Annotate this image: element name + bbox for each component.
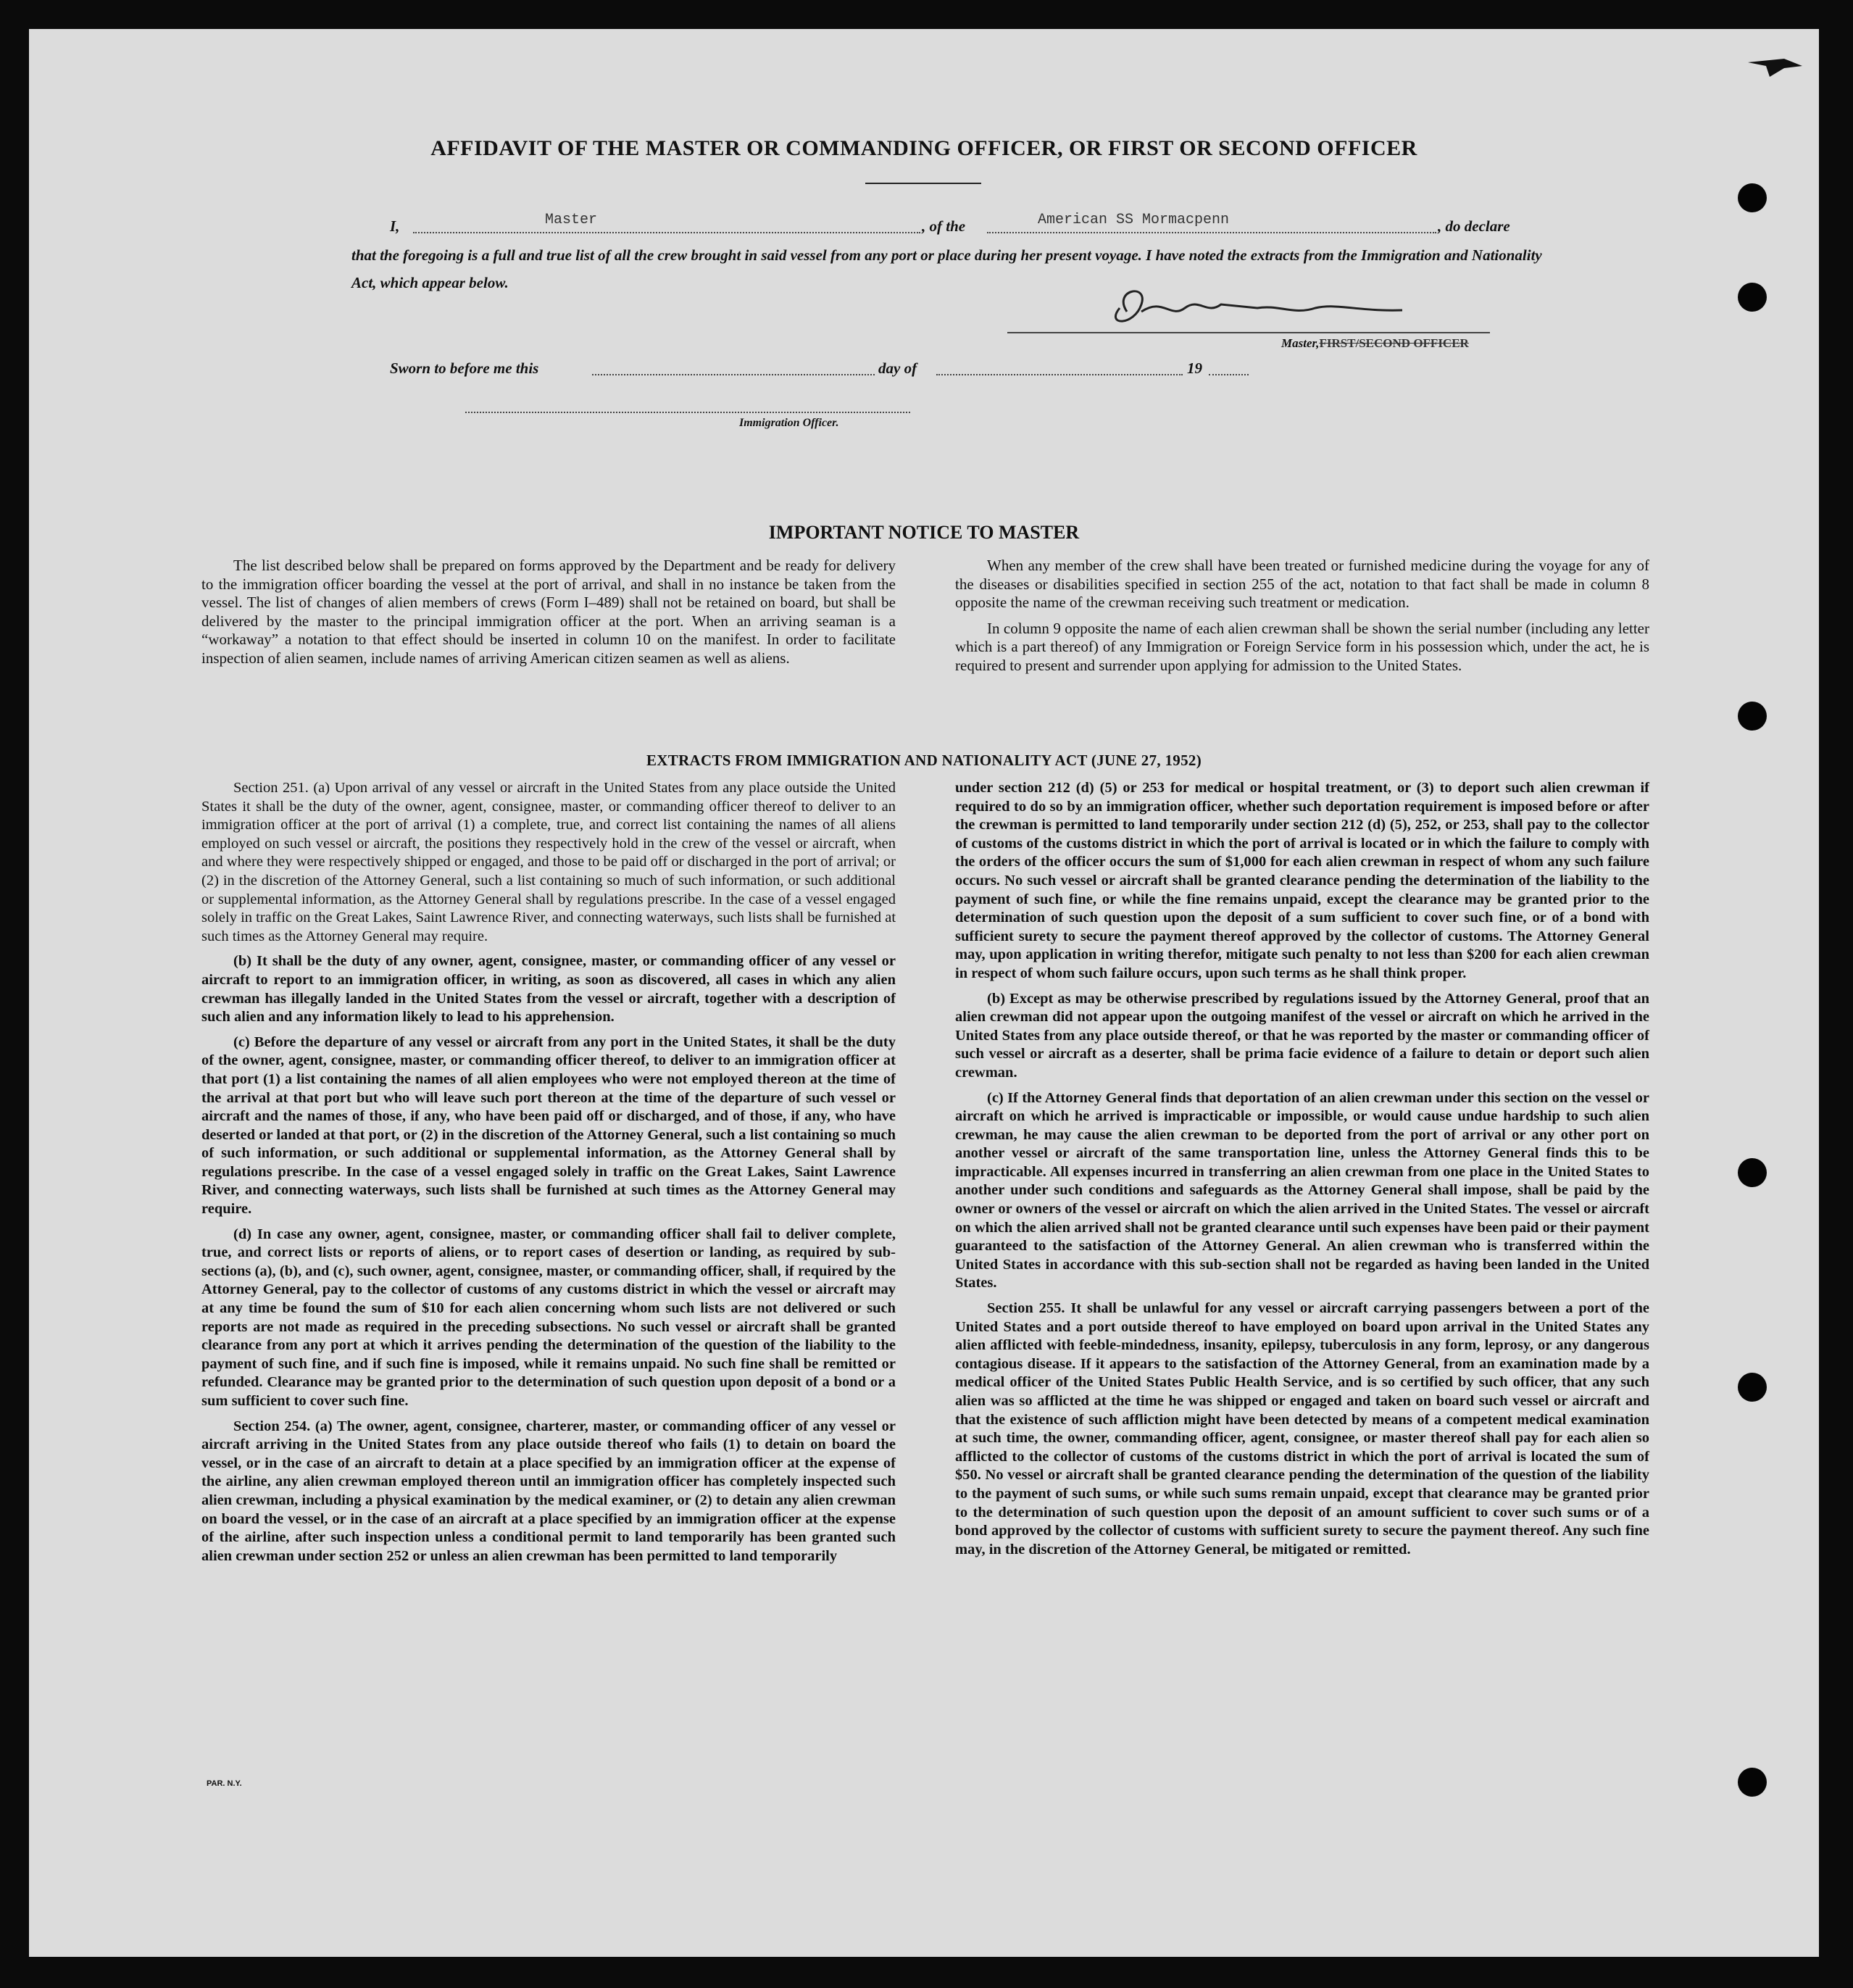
signature-caption-struck: FIRST/SECOND OFFICER: [1319, 336, 1469, 350]
extracts-right-column: [955, 779, 1649, 1565]
punch-hole: [1738, 1158, 1767, 1187]
sworn-label: Sworn to before me this: [390, 359, 539, 377]
punch-hole: [1738, 183, 1767, 212]
punch-hole: [1738, 1768, 1767, 1797]
of-the-label: , of the: [922, 217, 966, 235]
sworn-date-field[interactable]: [592, 374, 875, 375]
punch-hole: [1738, 702, 1767, 731]
master-name-field[interactable]: [413, 232, 920, 233]
document-page: [29, 29, 1819, 1957]
sworn-month-field[interactable]: [936, 374, 1183, 375]
section-255: Section 255. It shall be unlawful for any vessel or aircraft carrying passengers between a port of the United States and a port outside thereof to have employed on board upon arrival in the United States any alien afflicted with feeble-mindedness, insanity, epilepsy, tuberculosis in any form, leprosy, or any dangerous contagious disease. If it appears to the satisfaction of the Attorney General, from an examination made by a medical officer of the United States Public Health Service, and is so certified by such officer, that any such alien was so afflicted at the time he was shipped or engaged and taken on board such vessel or aircraft and that the existence of such affliction might have been detected by means of a competent medical examination at such time, the owner, commanding officer, agent, consignee, or master thereof shall pay for each alien so afflicted to the collector of customs of the customs district in which the port of arrival is located the sum of $50. No vessel or aircraft shall be granted clearance pending the determination of the question of the liability to the payment of such sums, or while such sums remain unpaid, except that clearance may be granted prior to the determination of such question upon the deposit of an amount sufficient to cover such sums or of a bond approved by the collector of customs with sufficient surety to secure the payment thereof. Any such fine may, in the discretion of the Attorney General, be mitigated or remitted.: [955, 1300, 1649, 1557]
vessel-name-field[interactable]: [987, 232, 1436, 233]
section-251d: (d) In case any owner, agent, consignee, master, or commanding officer shall fail to deliver complete, true, and correct lists or reports of aliens, or to report cases of desertion or landing, as required by sub-sections (a), (b), and (c), such owner, agent, consignee, master, or commanding officer, shall, if required by the Attorney General, pay to the collector of customs of any customs district in which the vessel or aircraft may at any time be found the sum of $10 for each alien concerning whom such lists are not delivered or such reports are not made as required in the preceding subsections. No such vessel or aircraft shall be granted clearance from any port at which it arrives pending the determination of the question of the liability to the payment of such fine, and if such fine is imposed, while it remains unpaid. No such fine shall be remitted or refunded. Clearance may be granted prior to the determination of such question upon deposit of a bond or a sum sufficient to cover such fine.: [201, 1226, 896, 1409]
affidavit-title: AFFIDAVIT OF THE MASTER OR COMMANDING OFFICER, OR FIRST OR SECOND OFFICER: [430, 136, 1417, 160]
notice-right-paragraph-1: When any member of the crew shall have been treated or furnished medicine during the voyage for any of the diseases or disabilities specified in section 255 of the act, notation to that fact shall be made in column 8 opposite the name of the crewman receiving such treatment or medication.: [955, 557, 1649, 611]
sworn-year-field[interactable]: [1209, 374, 1249, 375]
signature-caption-master: Master,: [1281, 336, 1320, 350]
master-typed-value: Master: [545, 212, 598, 228]
do-declare-label: , do declare: [1438, 217, 1510, 235]
printer-code: PAR. N.Y.: [207, 1779, 242, 1788]
extracts-title: EXTRACTS FROM IMMIGRATION AND NATIONALITY ACT (JUNE 27, 1952): [646, 752, 1202, 769]
vessel-typed-value: American SS Mormacpenn: [1038, 212, 1230, 228]
year-label: 19: [1187, 359, 1202, 377]
section-251c: (c) Before the departure of any vessel or aircraft from any port in the United States, it shall be the duty of the owner, agent, consignee, master, or commanding officer thereof, to deliver to an immigration officer at that port (1) a list containing the names of all alien employees who were not employed thereon at the time of the arrival at that port but who will leave such port thereon at the time of the departure of such vessel or aircraft and the names of those, if any, who have been paid off or discharged, and of those, if any, who have deserted or landed at that port, or (2) in the discretion of the Attorney General, such a list containing so much of such information, or such additional or supplemental information, as the Attorney General shall by regulations prescribe. In the case of a vessel engaged solely in traffic on the Great Lakes, Saint Lawrence River, and connecting waterways, such lists shall be furnished at such times as the Attorney General may require.: [201, 1033, 896, 1218]
section-254a: Section 254. (a) The owner, agent, consignee, charterer, master, or commanding officer of any vessel or aircraft arriving in the United States from any place outside thereof who fails (1) to detain on board the vessel, or in the case of an aircraft to detain at a place specified by an immigration officer at the expense of the airline, any alien crewman employed thereon until an immigration officer has completely inspected such alien crewman, including a physical examination by the medical examiner, or (2) to detain any alien crewman on board the vessel, or in the case of an aircraft at a place specified by an immigration officer at the expense of the airline, after such inspection unless a conditional permit to land temporarily has been granted such alien crewman under section 252 or unless an alien crewman has been permitted to land temporarily: [201, 1418, 896, 1564]
section-251a: Section 251. (a) Upon arrival of any vessel or aircraft in the United States from any place outside the United States it shall be the duty of the owner, agent, consignee, master, or commanding officer thereof to deliver to an immigration officer at the port of arrival (1) a complete, true, and correct list containing the names of all aliens employed on such vessel or aircraft, the positions they respectively hold in the crew of the vessel or aircraft, when and where they were respectively shipped or engaged, and those to be paid off or discharged in the port of arrival; or (2) in the discretion of the Attorney General, such a list containing so much of such information, or such additional or supplemental information, as the Attorney General shall by regulations prescribe. In the case of a vessel engaged solely in traffic on the Great Lakes, Saint Lawrence River, and connecting waterways, such lists shall be furnished at such times as the Attorney General may require.: [201, 780, 896, 944]
declaration-text: that the foregoing is a full and true list of all the crew brought in said vessel from any port or place during her present voyage. I have noted the extracts from the Immigration and Nationality Act, which appear below.: [351, 246, 1542, 291]
punch-hole: [1738, 1373, 1767, 1402]
notice-left-paragraph: The list described below shall be prepared on forms approved by the Department and be ready for delivery to the immigration officer boarding the vessel at the port of arrival, and shall in no instance be taken from the vessel. The list of changes of alien members of crews (Form I–489) shall not be retained on board, but shall be delivered by the master to the principal immigration officer at the port. When an arriving seaman is a “workaway” a notation to that effect should be inserted in column 10 on the manifest. In order to facilitate inspection of alien seamen, include names of arriving American citizen seamen as well as aliens.: [201, 557, 896, 667]
section-254b: (b) Except as may be otherwise prescribed by regulations issued by the Attorney General, proof that an alien crewman did not appear upon the outgoing manifest of the vessel or aircraft on which he arrived in the United States from any place outside thereof, or that he was reported by the master or commanding officer of such vessel or aircraft as a deserter, shall be prima facie evidence of a failure to detain or deport such alien crewman.: [955, 990, 1649, 1081]
notice-left-column: [201, 557, 896, 675]
section-254c: (c) If the Attorney General finds that deportation of an alien crewman under this section on the vessel or aircraft on which he arrived is impracticable or impossible, or would cause undue hardship to such alien crewman, he may cause the alien crewman to be deported from the port of arrival or any other port on another vessel or aircraft of the same transportation line, unless the Attorney General finds this to be impracticable. All expenses incurred in transferring an alien crewman from one place in the United States to another under such conditions and safeguards as the Attorney General shall impose, shall be paid by the owner or owners of the vessel or aircraft on which the alien arrived in the United States. The vessel or aircraft on which the alien arrived shall not be granted clearance until such expenses have been paid or their payment guaranteed to the satisfaction of the Attorney General. An alien crewman who is transferred within the United States in accordance with this sub-section shall not be regarded as having been landed in the United States.: [955, 1089, 1649, 1292]
notice-right-column: [955, 557, 1649, 682]
notice-title: IMPORTANT NOTICE TO MASTER: [768, 522, 1080, 543]
title-rule: [865, 183, 981, 184]
punch-hole: [1738, 283, 1767, 312]
day-of-label: day of: [878, 359, 917, 377]
notice-right-paragraph-2: In column 9 opposite the name of each alien crewman shall be shown the serial number (including any letter which is a part thereof) of any Immigration or Foreign Service form in his possession which, under the act, he is required to present and surrender upon applying for admission to the United States.: [955, 619, 1649, 674]
signature-line[interactable]: [1007, 332, 1490, 333]
corner-clip-mark: [1741, 33, 1806, 84]
section-254a-cont: under section 212 (d) (5) or 253 for medical or hospital treatment, or (3) to deport such alien crewman if required to do so by an immigration officer, whether such deportation requirement is imposed before or after the crewman is permitted to land temporarily under section 212 (d) (5), 252, or 253, shall pay to the collector of customs of the customs district in which the port of arrival is located or in which the failure to comply with the orders of the officer occurs the sum of $1,000 for each alien crewman in respect of whom any such failure occurs. No such vessel or aircraft shall be granted clearance pending the determination of the liability to the payment of such fine, or while the fine remains unpaid, except the clearance may be granted prior to the determination of such question upon the deposit of a sum sufficient to cover such fine, or of a bond with sufficient surety to secure the payment thereof approved by the collector of customs. The Attorney General may, upon application in writing therefor, mitigate such penalty to not less than $200 for each alien crewman in respect of whom such failure occurs, upon such terms as he shall think proper.: [955, 780, 1649, 981]
signature-caption: [1281, 336, 1469, 351]
extracts-left-column: [201, 779, 896, 1572]
section-251b: (b) It shall be the duty of any owner, agent, consignee, master, or commanding officer of any vessel or aircraft to report to an immigration officer, in writing, as soon as discovered, all cases in which any alien crewman has illegally landed in the United States from the vessel or aircraft, together with a description of such alien and any information likely to lead to his apprehension.: [201, 953, 896, 1026]
officer-caption: Immigration Officer.: [739, 417, 839, 429]
i-label: I,: [390, 217, 400, 235]
officer-signature-field[interactable]: [465, 412, 910, 413]
